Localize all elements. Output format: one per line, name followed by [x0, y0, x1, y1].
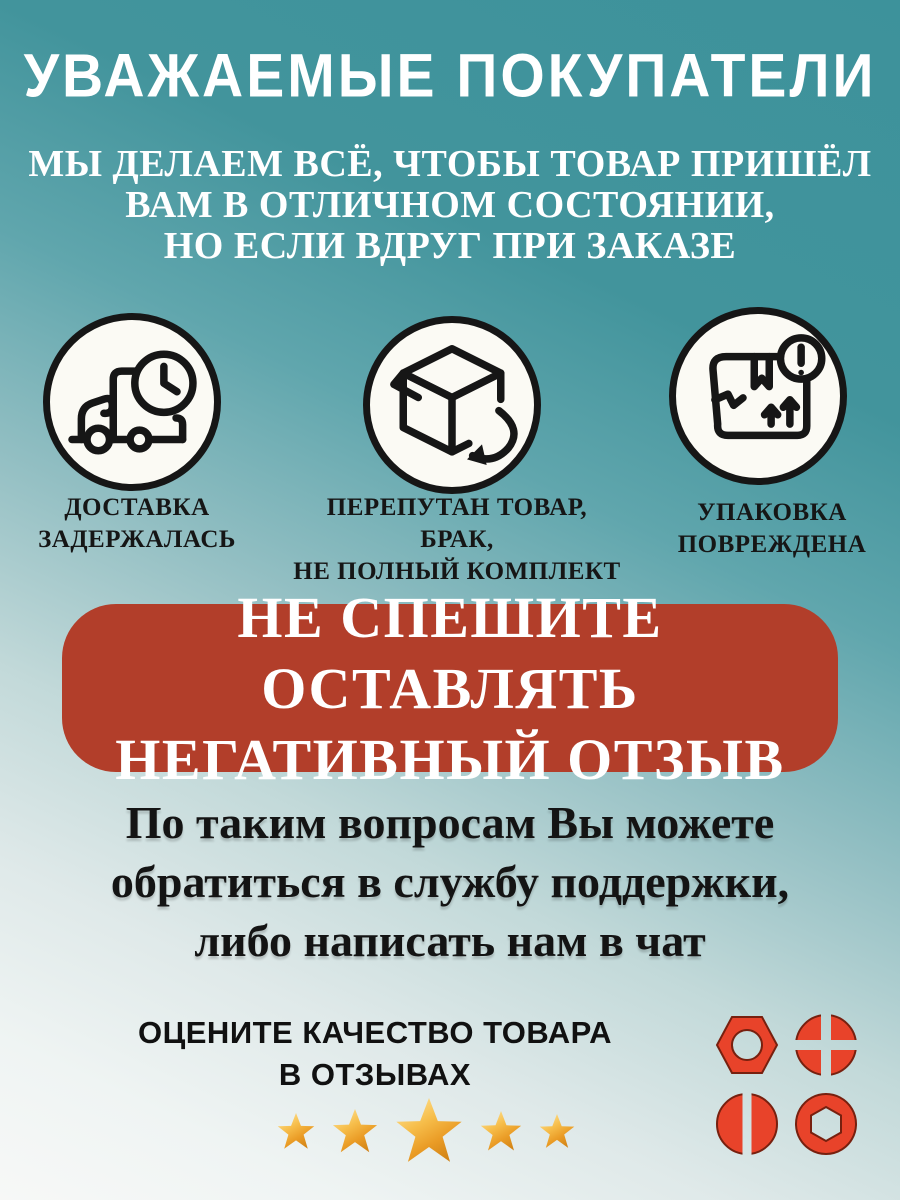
star-icon	[539, 1114, 575, 1150]
fasteners-logo	[714, 1012, 860, 1158]
rate-line: ОЦЕНИТЕ КАЧЕСТВО ТОВАРА	[138, 1015, 612, 1050]
intro-text	[0, 144, 900, 267]
banner-line: НЕГАТИВНЫЙ ОТЗЫВ	[115, 726, 785, 792]
warning-banner	[62, 584, 838, 792]
issue-label-delivery: ДОСТАВКА ЗАДЕРЖАЛАСЬ	[38, 494, 236, 553]
page-title: УВАЖАЕМЫЕ ПОКУПАТЕЛИ	[23, 41, 877, 111]
hex-nut-icon	[714, 1012, 780, 1078]
hex-socket-head-icon	[793, 1091, 859, 1157]
issue-card-wrong-item	[363, 316, 541, 494]
banner-line: НЕ СПЕШИТЕ ОСТАВЛЯТЬ	[237, 584, 663, 721]
intro-line: НО ЕСЛИ ВДРУГ ПРИ ЗАКАЗЕ	[163, 225, 737, 267]
box-return-icon	[377, 330, 527, 480]
issue-label-packaging: УПАКОВКА ПОВРЕЖДЕНА	[677, 499, 867, 558]
support-line: либо написать нам в чат	[194, 915, 706, 966]
intro-line: ВАМ В ОТЛИЧНОМ СОСТОЯНИИ,	[125, 184, 775, 226]
support-line: По таким вопросам Вы можете	[125, 797, 775, 848]
stars-row	[250, 1092, 602, 1172]
support-text	[0, 793, 900, 970]
rate-line: В ОТЗЫВАХ	[278, 1057, 472, 1092]
delivery-truck-clock-icon	[57, 327, 207, 477]
support-line: обратиться в службу поддержки,	[110, 856, 790, 907]
rate-text	[50, 1012, 700, 1096]
phillips-screw-head-icon	[793, 1012, 859, 1078]
star-icon	[277, 1113, 315, 1151]
star-icon	[480, 1111, 522, 1153]
issue-label-wrong-item: ПЕРЕПУТАН ТОВАР, БРАК, НЕ ПОЛНЫЙ КОМПЛЕКТ	[293, 494, 621, 585]
damaged-package-icon	[683, 321, 833, 471]
star-icon	[332, 1109, 378, 1155]
intro-line: МЫ ДЕЛАЕМ ВСЁ, ЧТОБЫ ТОВАР ПРИШЁЛ	[28, 143, 872, 185]
issue-card-packaging	[669, 307, 847, 485]
slotted-screw-head-icon	[714, 1091, 780, 1157]
star-icon	[395, 1098, 463, 1166]
issue-card-delivery	[43, 313, 221, 491]
